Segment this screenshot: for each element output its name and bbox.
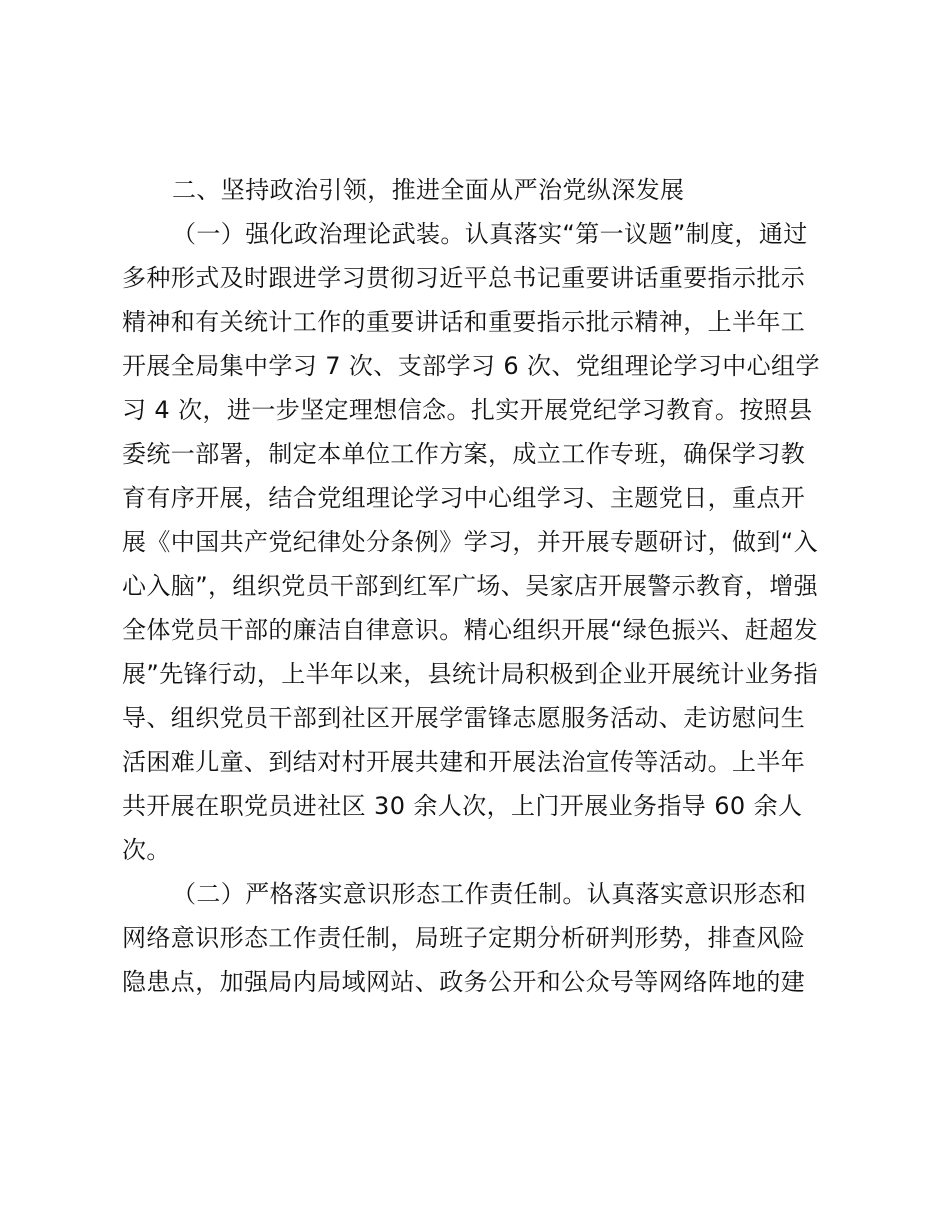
paragraph-line: 共开展在职党员进社区 30 余人次，上门开展业务指导 60 余人 <box>122 792 803 820</box>
paragraph-line: 开展全局集中学习 7 次、支部学习 6 次、党组理论学习中心组学 <box>122 352 820 380</box>
paragraph-line: 隐患点，加强局内局域网站、政务公开和公众号等网络阵地的建 <box>122 968 806 996</box>
paragraph-line: （二）严格落实意识形态工作责任制。认真落实意识形态和 <box>172 880 807 908</box>
paragraph-line: 导、组织党员干部到社区开展学雷锋志愿服务活动、走访慰问生 <box>122 704 806 732</box>
paragraph-line: 展”先锋行动，上半年以来，县统计局积极到企业开展统计业务指 <box>122 660 819 688</box>
paragraph-line: 心入脑”，组织党员干部到红军广场、吴家店开展警示教育，增强 <box>122 572 819 600</box>
paragraph-line: 委统一部署，制定本单位工作方案，成立工作专班，确保学习教 <box>122 440 806 468</box>
paragraph-line: 全体党员干部的廉洁自律意识。精心组织开展“绿色振兴、赶超发 <box>122 616 819 644</box>
paragraph-line: 次。 <box>122 836 171 864</box>
paragraph-line: 展《中国共产党纪律处分条例》学习，并开展专题研讨，做到“入 <box>122 528 819 556</box>
paragraph-line: 育有序开展，结合党组理论学习中心组学习、主题党日，重点开 <box>122 484 806 512</box>
section-heading: 二、坚持政治引领，推进全面从严治党纵深发展 <box>172 176 685 204</box>
paragraph-line: 多种形式及时跟进学习贯彻习近平总书记重要讲话重要指示批示 <box>122 264 806 292</box>
paragraph-line: 网络意识形态工作责任制，局班子定期分析研判形势，排查风险 <box>122 924 806 952</box>
paragraph-line: 习 4 次，进一步坚定理想信念。扎实开展党纪学习教育。按照县 <box>122 396 813 424</box>
paragraph-line: 活困难儿童、到结对村开展共建和开展法治宣传等活动。上半年 <box>122 748 806 776</box>
paragraph-line: 精神和有关统计工作的重要讲话和重要指示批示精神，上半年工 <box>122 308 806 336</box>
paragraph-line: （一）强化政治理论武装。认真落实“第一议题”制度，通过 <box>172 220 808 248</box>
